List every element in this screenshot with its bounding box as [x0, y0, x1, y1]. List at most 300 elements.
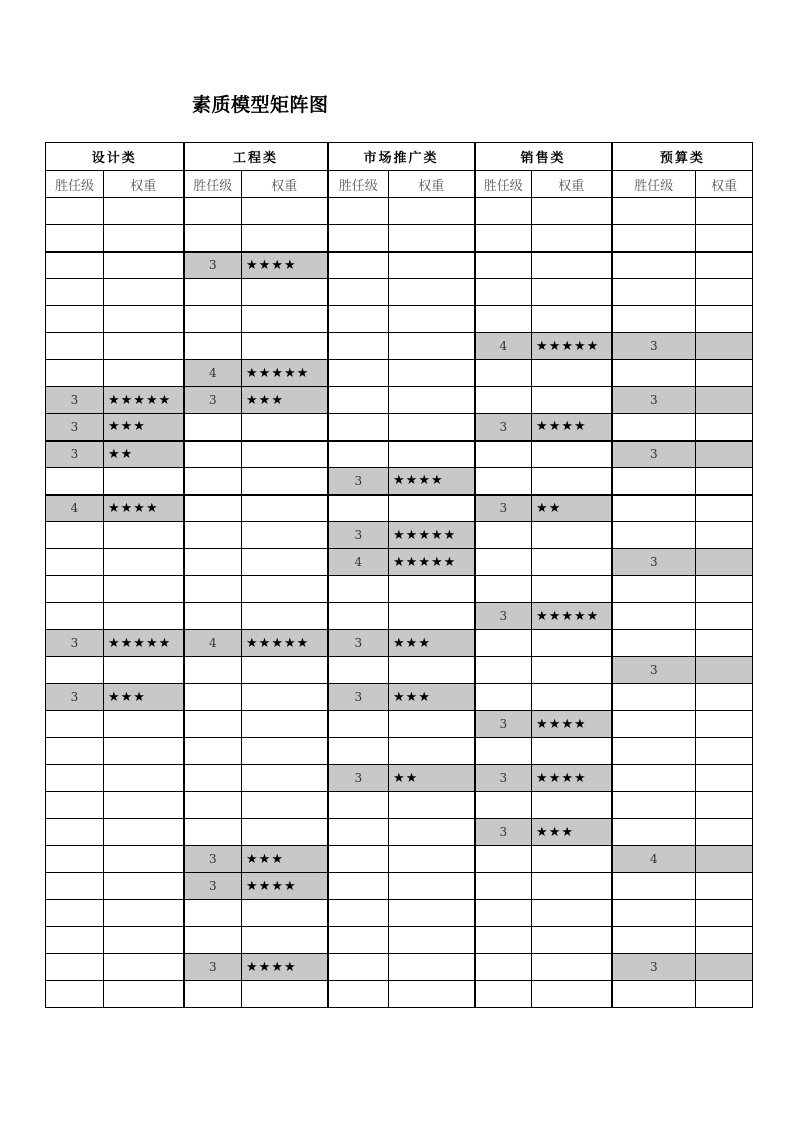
weight-cell: ★★★★★	[389, 522, 475, 549]
weight-cell	[389, 981, 475, 1008]
weight-cell	[389, 495, 475, 522]
level-cell	[184, 198, 242, 225]
weight-cell	[104, 306, 184, 333]
level-cell	[475, 198, 532, 225]
level-cell	[612, 414, 696, 441]
level-cell	[612, 198, 696, 225]
sub-header-row	[46, 171, 753, 198]
level-cell: 3	[612, 441, 696, 468]
matrix-viewport	[45, 142, 738, 1026]
level-cell	[475, 306, 532, 333]
level-cell	[184, 792, 242, 819]
level-cell	[328, 225, 389, 252]
level-cell	[328, 306, 389, 333]
weight-cell	[389, 954, 475, 981]
level-cell	[46, 900, 104, 927]
level-cell	[328, 279, 389, 306]
table-row	[46, 333, 753, 360]
level-cell	[46, 846, 104, 873]
weight-cell	[389, 333, 475, 360]
weight-cell	[104, 873, 184, 900]
weight-cell	[696, 279, 753, 306]
level-cell	[612, 630, 696, 657]
level-cell	[475, 630, 532, 657]
level-cell	[612, 279, 696, 306]
weight-cell	[532, 900, 612, 927]
weight-cell: ★★★★	[242, 954, 328, 981]
weight-cell	[696, 900, 753, 927]
weight-cell	[696, 603, 753, 630]
level-cell	[475, 522, 532, 549]
weight-cell	[532, 306, 612, 333]
level-cell	[184, 279, 242, 306]
level-cell: 3	[184, 846, 242, 873]
level-cell	[184, 576, 242, 603]
weight-cell	[696, 684, 753, 711]
level-cell: 3	[184, 252, 242, 279]
weight-cell	[242, 711, 328, 738]
weight-cell: ★★★★★	[104, 630, 184, 657]
weight-cell	[104, 765, 184, 792]
weight-cell: ★★★★★	[242, 630, 328, 657]
level-cell: 3	[46, 414, 104, 441]
weight-cell	[696, 738, 753, 765]
level-cell	[46, 873, 104, 900]
weight-cell	[532, 792, 612, 819]
weight-cell: ★★★★★	[532, 333, 612, 360]
level-cell	[46, 927, 104, 954]
table-row	[46, 630, 753, 657]
weight-cell	[389, 711, 475, 738]
weight-cell	[389, 657, 475, 684]
level-cell: 3	[46, 630, 104, 657]
table-row	[46, 900, 753, 927]
weight-cell	[104, 225, 184, 252]
weight-cell	[389, 576, 475, 603]
level-cell	[612, 873, 696, 900]
level-cell	[612, 711, 696, 738]
weight-cell	[389, 792, 475, 819]
weight-cell	[242, 495, 328, 522]
weight-cell: ★★	[389, 765, 475, 792]
weight-cell: ★★★★	[389, 468, 475, 495]
table-row	[46, 819, 753, 846]
level-cell	[328, 657, 389, 684]
weight-cell	[696, 360, 753, 387]
level-cell	[612, 819, 696, 846]
level-header: 胜任级	[475, 171, 532, 198]
level-cell	[46, 468, 104, 495]
level-cell	[612, 765, 696, 792]
table-row	[46, 873, 753, 900]
weight-cell	[696, 387, 753, 414]
weight-cell	[104, 333, 184, 360]
weight-cell	[532, 576, 612, 603]
weight-cell	[389, 846, 475, 873]
level-cell	[475, 684, 532, 711]
weight-cell: ★★★	[389, 630, 475, 657]
weight-cell	[532, 630, 612, 657]
weight-cell	[532, 198, 612, 225]
weight-cell	[389, 819, 475, 846]
group-header: 设计类	[46, 143, 184, 171]
level-cell	[475, 981, 532, 1008]
weight-cell	[242, 522, 328, 549]
weight-cell	[389, 873, 475, 900]
level-cell: 3	[475, 603, 532, 630]
weight-cell	[696, 495, 753, 522]
weight-cell	[389, 927, 475, 954]
level-cell	[475, 225, 532, 252]
weight-cell: ★★★	[242, 846, 328, 873]
level-cell	[612, 522, 696, 549]
level-cell	[184, 225, 242, 252]
level-cell	[328, 198, 389, 225]
table-row	[46, 414, 753, 441]
level-cell	[612, 981, 696, 1008]
weight-cell	[242, 765, 328, 792]
table-row	[46, 387, 753, 414]
level-cell	[46, 306, 104, 333]
weight-cell	[696, 225, 753, 252]
weight-cell: ★★★	[389, 684, 475, 711]
level-cell	[475, 657, 532, 684]
level-cell	[328, 981, 389, 1008]
level-cell	[475, 387, 532, 414]
table-row	[46, 360, 753, 387]
level-cell: 3	[184, 387, 242, 414]
level-cell	[46, 360, 104, 387]
weight-cell: ★★★	[104, 414, 184, 441]
level-cell	[184, 738, 242, 765]
level-cell: 4	[328, 549, 389, 576]
level-cell: 3	[475, 711, 532, 738]
weight-cell: ★★★★★	[389, 549, 475, 576]
table-row	[46, 981, 753, 1008]
level-cell	[328, 603, 389, 630]
level-cell: 3	[475, 495, 532, 522]
level-cell	[475, 927, 532, 954]
level-cell	[612, 603, 696, 630]
weight-cell	[242, 414, 328, 441]
weight-cell	[532, 846, 612, 873]
level-cell	[612, 252, 696, 279]
weight-cell	[696, 792, 753, 819]
level-cell	[612, 468, 696, 495]
weight-cell	[242, 306, 328, 333]
level-cell: 3	[184, 954, 242, 981]
level-cell	[46, 603, 104, 630]
weight-cell	[696, 549, 753, 576]
level-cell	[46, 522, 104, 549]
level-cell: 3	[46, 387, 104, 414]
weight-cell: ★★★★	[532, 711, 612, 738]
weight-cell	[242, 981, 328, 1008]
weight-cell	[696, 954, 753, 981]
weight-cell	[389, 603, 475, 630]
group-header: 销售类	[475, 143, 612, 171]
level-cell	[612, 792, 696, 819]
level-cell	[612, 576, 696, 603]
level-cell	[46, 225, 104, 252]
level-cell	[184, 549, 242, 576]
level-cell	[46, 576, 104, 603]
weight-cell	[104, 279, 184, 306]
weight-cell	[242, 576, 328, 603]
weight-header: 权重	[389, 171, 475, 198]
level-cell	[475, 279, 532, 306]
table-row	[46, 954, 753, 981]
level-cell	[46, 981, 104, 1008]
level-cell: 3	[328, 630, 389, 657]
level-cell: 3	[475, 819, 532, 846]
weight-cell	[532, 360, 612, 387]
level-cell	[475, 792, 532, 819]
level-cell	[184, 657, 242, 684]
weight-cell	[532, 657, 612, 684]
level-cell	[46, 198, 104, 225]
level-cell: 3	[184, 873, 242, 900]
level-cell: 4	[46, 495, 104, 522]
weight-cell	[389, 387, 475, 414]
weight-cell	[389, 360, 475, 387]
level-cell	[475, 873, 532, 900]
level-cell	[46, 657, 104, 684]
level-cell	[612, 900, 696, 927]
table-row	[46, 684, 753, 711]
level-cell	[328, 927, 389, 954]
group-header: 市场推广类	[328, 143, 475, 171]
table-row	[46, 549, 753, 576]
level-cell	[46, 252, 104, 279]
level-cell	[328, 576, 389, 603]
level-cell	[328, 873, 389, 900]
level-cell: 3	[328, 765, 389, 792]
weight-cell	[104, 576, 184, 603]
weight-cell	[242, 441, 328, 468]
level-cell	[475, 252, 532, 279]
table-row	[46, 279, 753, 306]
group-header: 预算类	[612, 143, 753, 171]
weight-cell	[104, 522, 184, 549]
level-cell	[46, 819, 104, 846]
level-cell	[475, 549, 532, 576]
level-cell	[184, 414, 242, 441]
weight-cell	[242, 198, 328, 225]
level-cell	[328, 441, 389, 468]
level-cell	[46, 711, 104, 738]
level-cell	[184, 306, 242, 333]
level-cell	[184, 441, 242, 468]
level-cell: 3	[46, 441, 104, 468]
level-cell	[612, 306, 696, 333]
weight-header: 权重	[104, 171, 184, 198]
weight-cell	[104, 792, 184, 819]
weight-cell	[242, 468, 328, 495]
group-header-row	[46, 143, 753, 171]
level-cell	[475, 900, 532, 927]
weight-cell	[242, 657, 328, 684]
level-cell	[328, 819, 389, 846]
level-header: 胜任级	[46, 171, 104, 198]
level-cell	[328, 414, 389, 441]
weight-cell	[242, 900, 328, 927]
weight-cell	[104, 657, 184, 684]
weight-cell	[104, 549, 184, 576]
level-cell: 3	[612, 387, 696, 414]
weight-cell	[389, 306, 475, 333]
weight-cell	[242, 819, 328, 846]
weight-cell: ★★★★	[242, 252, 328, 279]
table-row	[46, 252, 753, 279]
weight-cell	[104, 846, 184, 873]
table-row	[46, 225, 753, 252]
level-cell	[184, 927, 242, 954]
weight-cell	[696, 576, 753, 603]
weight-header: 权重	[532, 171, 612, 198]
level-cell	[46, 738, 104, 765]
weight-cell	[532, 225, 612, 252]
level-cell	[46, 792, 104, 819]
weight-cell	[696, 333, 753, 360]
table-row	[46, 657, 753, 684]
level-cell	[328, 954, 389, 981]
weight-cell	[104, 819, 184, 846]
weight-cell	[696, 522, 753, 549]
level-header: 胜任级	[184, 171, 242, 198]
level-cell	[612, 927, 696, 954]
weight-cell	[532, 954, 612, 981]
level-cell	[328, 711, 389, 738]
weight-cell	[389, 198, 475, 225]
level-cell	[328, 846, 389, 873]
level-cell	[475, 360, 532, 387]
level-header: 胜任级	[328, 171, 389, 198]
weight-cell	[532, 927, 612, 954]
weight-cell	[532, 279, 612, 306]
weight-cell	[104, 738, 184, 765]
weight-cell	[696, 657, 753, 684]
weight-cell	[696, 846, 753, 873]
weight-cell	[104, 711, 184, 738]
weight-cell	[104, 468, 184, 495]
weight-cell	[389, 900, 475, 927]
weight-cell	[696, 981, 753, 1008]
weight-cell	[242, 738, 328, 765]
weight-header: 权重	[696, 171, 753, 198]
level-cell: 3	[328, 468, 389, 495]
weight-cell	[696, 468, 753, 495]
level-cell: 3	[46, 684, 104, 711]
weight-cell: ★★★★★	[532, 603, 612, 630]
weight-cell	[242, 603, 328, 630]
weight-cell	[696, 873, 753, 900]
level-cell: 4	[612, 846, 696, 873]
weight-cell: ★★★★	[532, 765, 612, 792]
weight-cell	[104, 981, 184, 1008]
level-cell	[184, 711, 242, 738]
weight-cell	[389, 252, 475, 279]
weight-cell	[242, 684, 328, 711]
table-row	[46, 441, 753, 468]
table-row	[46, 306, 753, 333]
level-cell: 3	[612, 333, 696, 360]
level-cell	[612, 738, 696, 765]
weight-cell: ★★★	[104, 684, 184, 711]
level-cell	[328, 495, 389, 522]
weight-cell	[696, 927, 753, 954]
weight-cell	[696, 414, 753, 441]
level-cell: 3	[328, 684, 389, 711]
weight-cell	[104, 198, 184, 225]
level-cell	[475, 468, 532, 495]
group-header: 工程类	[184, 143, 328, 171]
weight-cell	[389, 225, 475, 252]
level-cell	[46, 333, 104, 360]
level-cell: 3	[612, 657, 696, 684]
level-cell	[46, 279, 104, 306]
level-cell	[328, 333, 389, 360]
weight-cell: ★★★★	[242, 873, 328, 900]
weight-cell	[104, 603, 184, 630]
level-cell: 3	[475, 414, 532, 441]
level-cell: 4	[475, 333, 532, 360]
table-row	[46, 738, 753, 765]
level-cell	[612, 225, 696, 252]
weight-cell	[532, 387, 612, 414]
weight-cell	[532, 684, 612, 711]
weight-cell	[532, 549, 612, 576]
level-cell	[184, 900, 242, 927]
weight-cell	[389, 279, 475, 306]
weight-cell	[242, 225, 328, 252]
table-row	[46, 522, 753, 549]
level-cell	[328, 252, 389, 279]
table-row	[46, 711, 753, 738]
level-cell: 4	[184, 630, 242, 657]
weight-cell	[242, 792, 328, 819]
level-cell	[612, 684, 696, 711]
weight-cell	[104, 252, 184, 279]
weight-cell	[242, 549, 328, 576]
weight-cell	[696, 765, 753, 792]
weight-cell	[532, 468, 612, 495]
level-cell	[328, 360, 389, 387]
level-cell	[328, 792, 389, 819]
level-header: 胜任级	[612, 171, 696, 198]
weight-cell	[389, 738, 475, 765]
weight-cell: ★★★★	[532, 414, 612, 441]
level-cell	[184, 765, 242, 792]
table-row	[46, 765, 753, 792]
level-cell	[475, 441, 532, 468]
weight-header: 权重	[242, 171, 328, 198]
table-row	[46, 603, 753, 630]
level-cell	[184, 819, 242, 846]
level-cell	[328, 738, 389, 765]
weight-cell	[696, 252, 753, 279]
level-cell	[184, 981, 242, 1008]
weight-cell	[532, 441, 612, 468]
level-cell	[475, 738, 532, 765]
weight-cell	[242, 333, 328, 360]
weight-cell: ★★★	[242, 387, 328, 414]
weight-cell	[104, 927, 184, 954]
level-cell	[184, 333, 242, 360]
weight-cell	[389, 441, 475, 468]
weight-cell	[532, 981, 612, 1008]
table-row	[46, 576, 753, 603]
